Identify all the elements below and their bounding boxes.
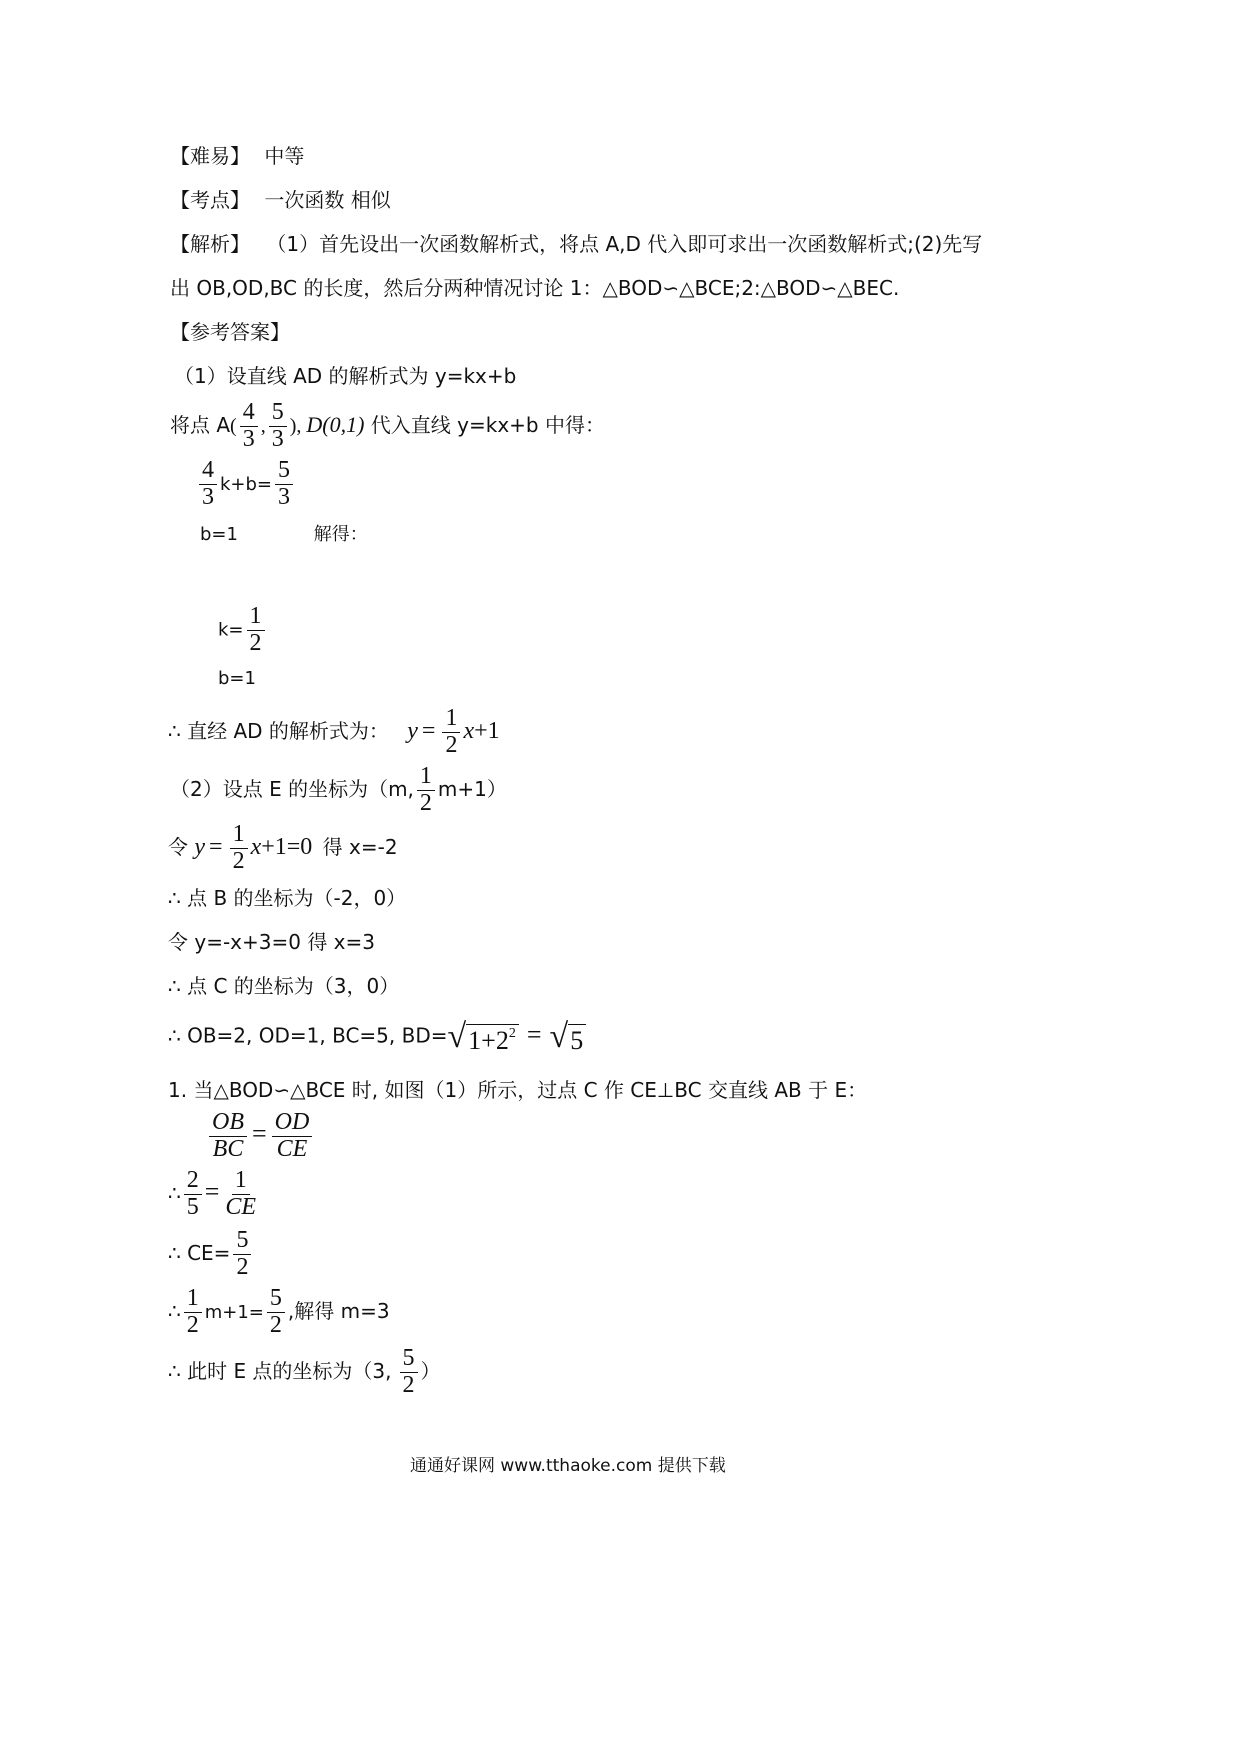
- topics-value: 一次函数 相似: [264, 188, 391, 212]
- analysis-line-2: [170, 278, 899, 298]
- analysis-text-2: 出 OB,OD,BC 的长度，然后分两种情况讨论 1：△BOD∽△BCE;2:△BOD∽△BEC.: [170, 276, 900, 300]
- ce-den: 2: [236, 1253, 249, 1280]
- answer-heading: [170, 322, 290, 342]
- zero-1-y: y: [194, 833, 206, 860]
- ratio-values-n1: 2: [184, 1168, 202, 1195]
- topics-label: 【考点】: [170, 188, 250, 212]
- a-y-num: 5: [269, 400, 287, 427]
- e-point-den: 2: [402, 1371, 415, 1398]
- lengths-pre: ∴ OB=2, OD=1, BC=5, BD=: [168, 1023, 448, 1048]
- step-1-text: （1）设直线 AD 的解析式为 y=kx+b: [174, 364, 517, 388]
- point-e-setup: [170, 764, 507, 817]
- point-e-pre: （2）设点 E 的坐标为（m,: [170, 776, 414, 801]
- sol-b-text: b=1: [218, 668, 256, 689]
- point-c: [168, 976, 399, 996]
- sol-k-fraction: [247, 604, 265, 657]
- sqrt-1: √ $1+2^2$: [448, 1020, 519, 1054]
- eq1-num2: 5: [275, 458, 293, 485]
- solution-b: [218, 670, 256, 688]
- sol-k-pre: k=: [218, 619, 244, 641]
- ratio-d1: BC: [212, 1135, 244, 1162]
- a-x-num: 4: [240, 400, 258, 427]
- ratio-left: [209, 1110, 247, 1163]
- e-point: [168, 1346, 441, 1399]
- line-ad-pre: ∴ 直经 AD 的解析式为：: [168, 718, 389, 743]
- difficulty-value: 中等: [264, 144, 305, 168]
- ratio-eq: =: [252, 1118, 267, 1148]
- ce-fraction: [233, 1228, 251, 1281]
- m-eq-den: 2: [186, 1311, 199, 1338]
- line-ad-x: x: [463, 717, 475, 744]
- substitute-line: 将点 A( $\frac{4}{3}$ , $\frac{5}{3}$ ), D(0,1) 代入直线 y=kx+b 中得：: [170, 399, 605, 452]
- substitute-post: 代入直线 y=kx+b 中得：: [370, 412, 605, 437]
- eq1-num: 4: [199, 458, 217, 485]
- answer-label: 【参考答案】: [170, 320, 290, 344]
- eq1-fraction-right: [275, 458, 293, 511]
- m-eq-num2: 5: [267, 1286, 285, 1313]
- eq1-den2: 3: [278, 483, 291, 510]
- point-e-tail: m+1）: [437, 776, 507, 801]
- equation-2: [200, 526, 368, 544]
- point-c-text: ∴ 点 C 的坐标为（3，0）: [168, 974, 400, 998]
- ratio-n1: OB: [209, 1110, 247, 1137]
- eq1-mid: k+b=: [220, 473, 273, 495]
- ratio-values-pre: ∴: [168, 1180, 181, 1205]
- difficulty-label: 【难易】: [170, 144, 250, 168]
- solution-k: [218, 604, 268, 657]
- case-1-text: 1. 当△BOD∽△BCE 时, 如图（1）所示，过点 C 作 CE⊥BC 交直线 AB 于 E：: [168, 1078, 868, 1102]
- sqrt-1-arg: 1+2: [468, 1025, 509, 1055]
- topics-line: [170, 190, 391, 210]
- zero-2: [168, 932, 375, 952]
- ratio-equation: [206, 1110, 315, 1163]
- ratio-n2: OD: [272, 1110, 313, 1137]
- line-ad-tail: +1: [474, 717, 500, 744]
- line-ad-num: 1: [442, 706, 460, 733]
- zero-1-fraction: [230, 822, 248, 875]
- m-eq-pre: ∴: [168, 1298, 181, 1323]
- zero-1: [168, 822, 398, 875]
- page-footer: [410, 1458, 726, 1475]
- ce-value: [168, 1228, 254, 1281]
- zero-2-text: 令 y=-x+3=0 得 x=3: [168, 930, 376, 954]
- analysis-label: 【解析】: [170, 232, 250, 256]
- eq1-fraction-left: [199, 458, 217, 511]
- step-1: [174, 366, 516, 386]
- line-ad-den: 2: [445, 731, 458, 758]
- point-e-fraction: [417, 764, 435, 817]
- zero-1-eq: =: [209, 833, 223, 860]
- line-ad-result: [168, 706, 500, 759]
- point-b: [168, 888, 406, 908]
- m-equation: [168, 1286, 390, 1339]
- line-ad-fraction: [442, 706, 460, 759]
- ratio-values-n2: 1: [232, 1168, 250, 1195]
- sqrt-2-arg: 5: [568, 1024, 586, 1054]
- case-1: [168, 1080, 867, 1100]
- ratio-values-eq: =: [204, 1176, 220, 1206]
- m-eq-mid: m+1=: [204, 1301, 264, 1323]
- lengths-line: [168, 1020, 586, 1054]
- m-eq-tail: ,解得 m=3: [287, 1298, 390, 1323]
- eq2-left: b=1: [200, 524, 238, 545]
- difficulty-line: [170, 146, 304, 166]
- substitute-pre: 将点 A: [170, 412, 231, 437]
- e-point-fraction: [400, 1346, 418, 1399]
- analysis-text-1: （1）首先设出一次函数解析式，将点 A,D 代入即可求出一次函数解析式;(2)先写: [266, 232, 983, 256]
- line-ad-y: y: [407, 717, 418, 744]
- zero-1-post: 得 x=-2: [322, 834, 398, 859]
- zero-1-x: x: [250, 833, 262, 860]
- e-point-pre: ∴ 此时 E 点的坐标为（3,: [168, 1358, 392, 1383]
- a-y-fraction: [269, 400, 287, 453]
- d-point: D(0,1): [306, 411, 365, 437]
- ce-num: 5: [233, 1228, 251, 1255]
- m-eq-fraction-left: [184, 1286, 202, 1339]
- zero-1-den: 2: [232, 847, 245, 874]
- a-x-fraction: [240, 400, 258, 453]
- point-e-num: 1: [417, 764, 435, 791]
- point-b-text: ∴ 点 B 的坐标为（-2，0）: [168, 886, 407, 910]
- e-point-num: 5: [400, 1346, 418, 1373]
- lengths-eq: =: [526, 1019, 542, 1049]
- eq1-den: 3: [202, 483, 214, 510]
- point-e-den: 2: [419, 789, 432, 816]
- analysis-line-1: [170, 234, 982, 254]
- ratio-d2: CE: [276, 1135, 308, 1162]
- a-y-den: 3: [271, 425, 284, 452]
- line-ad-eq: =: [421, 717, 436, 744]
- sol-k-den: 2: [249, 629, 262, 656]
- equation-1: [196, 458, 296, 511]
- m-eq-den2: 2: [269, 1311, 282, 1338]
- zero-1-pre: 令: [168, 834, 188, 859]
- e-point-tail: ）: [420, 1358, 441, 1383]
- ratio-values-d2: CE: [225, 1193, 257, 1220]
- ratio-right: [272, 1110, 313, 1163]
- sqrt-1-exp: 2: [508, 1025, 516, 1041]
- sol-k-num: 1: [247, 604, 265, 631]
- ratio-values-d1: 5: [186, 1193, 199, 1220]
- zero-1-num: 1: [230, 822, 248, 849]
- ratio-values-right: [222, 1168, 259, 1221]
- m-eq-fraction-right: [267, 1286, 285, 1339]
- ce-pre: ∴ CE=: [168, 1240, 231, 1265]
- m-eq-num: 1: [184, 1286, 202, 1313]
- eq2-right: 解得：: [313, 524, 368, 545]
- footer-text: 通通好课网 www.tthaoke.com 提供下载: [410, 1456, 726, 1476]
- sqrt-2: √ 5: [550, 1020, 587, 1054]
- ratio-values: [168, 1168, 262, 1221]
- zero-1-tail: +1=0: [261, 833, 313, 860]
- a-x-den: 3: [242, 425, 255, 452]
- ratio-values-left: [184, 1168, 202, 1221]
